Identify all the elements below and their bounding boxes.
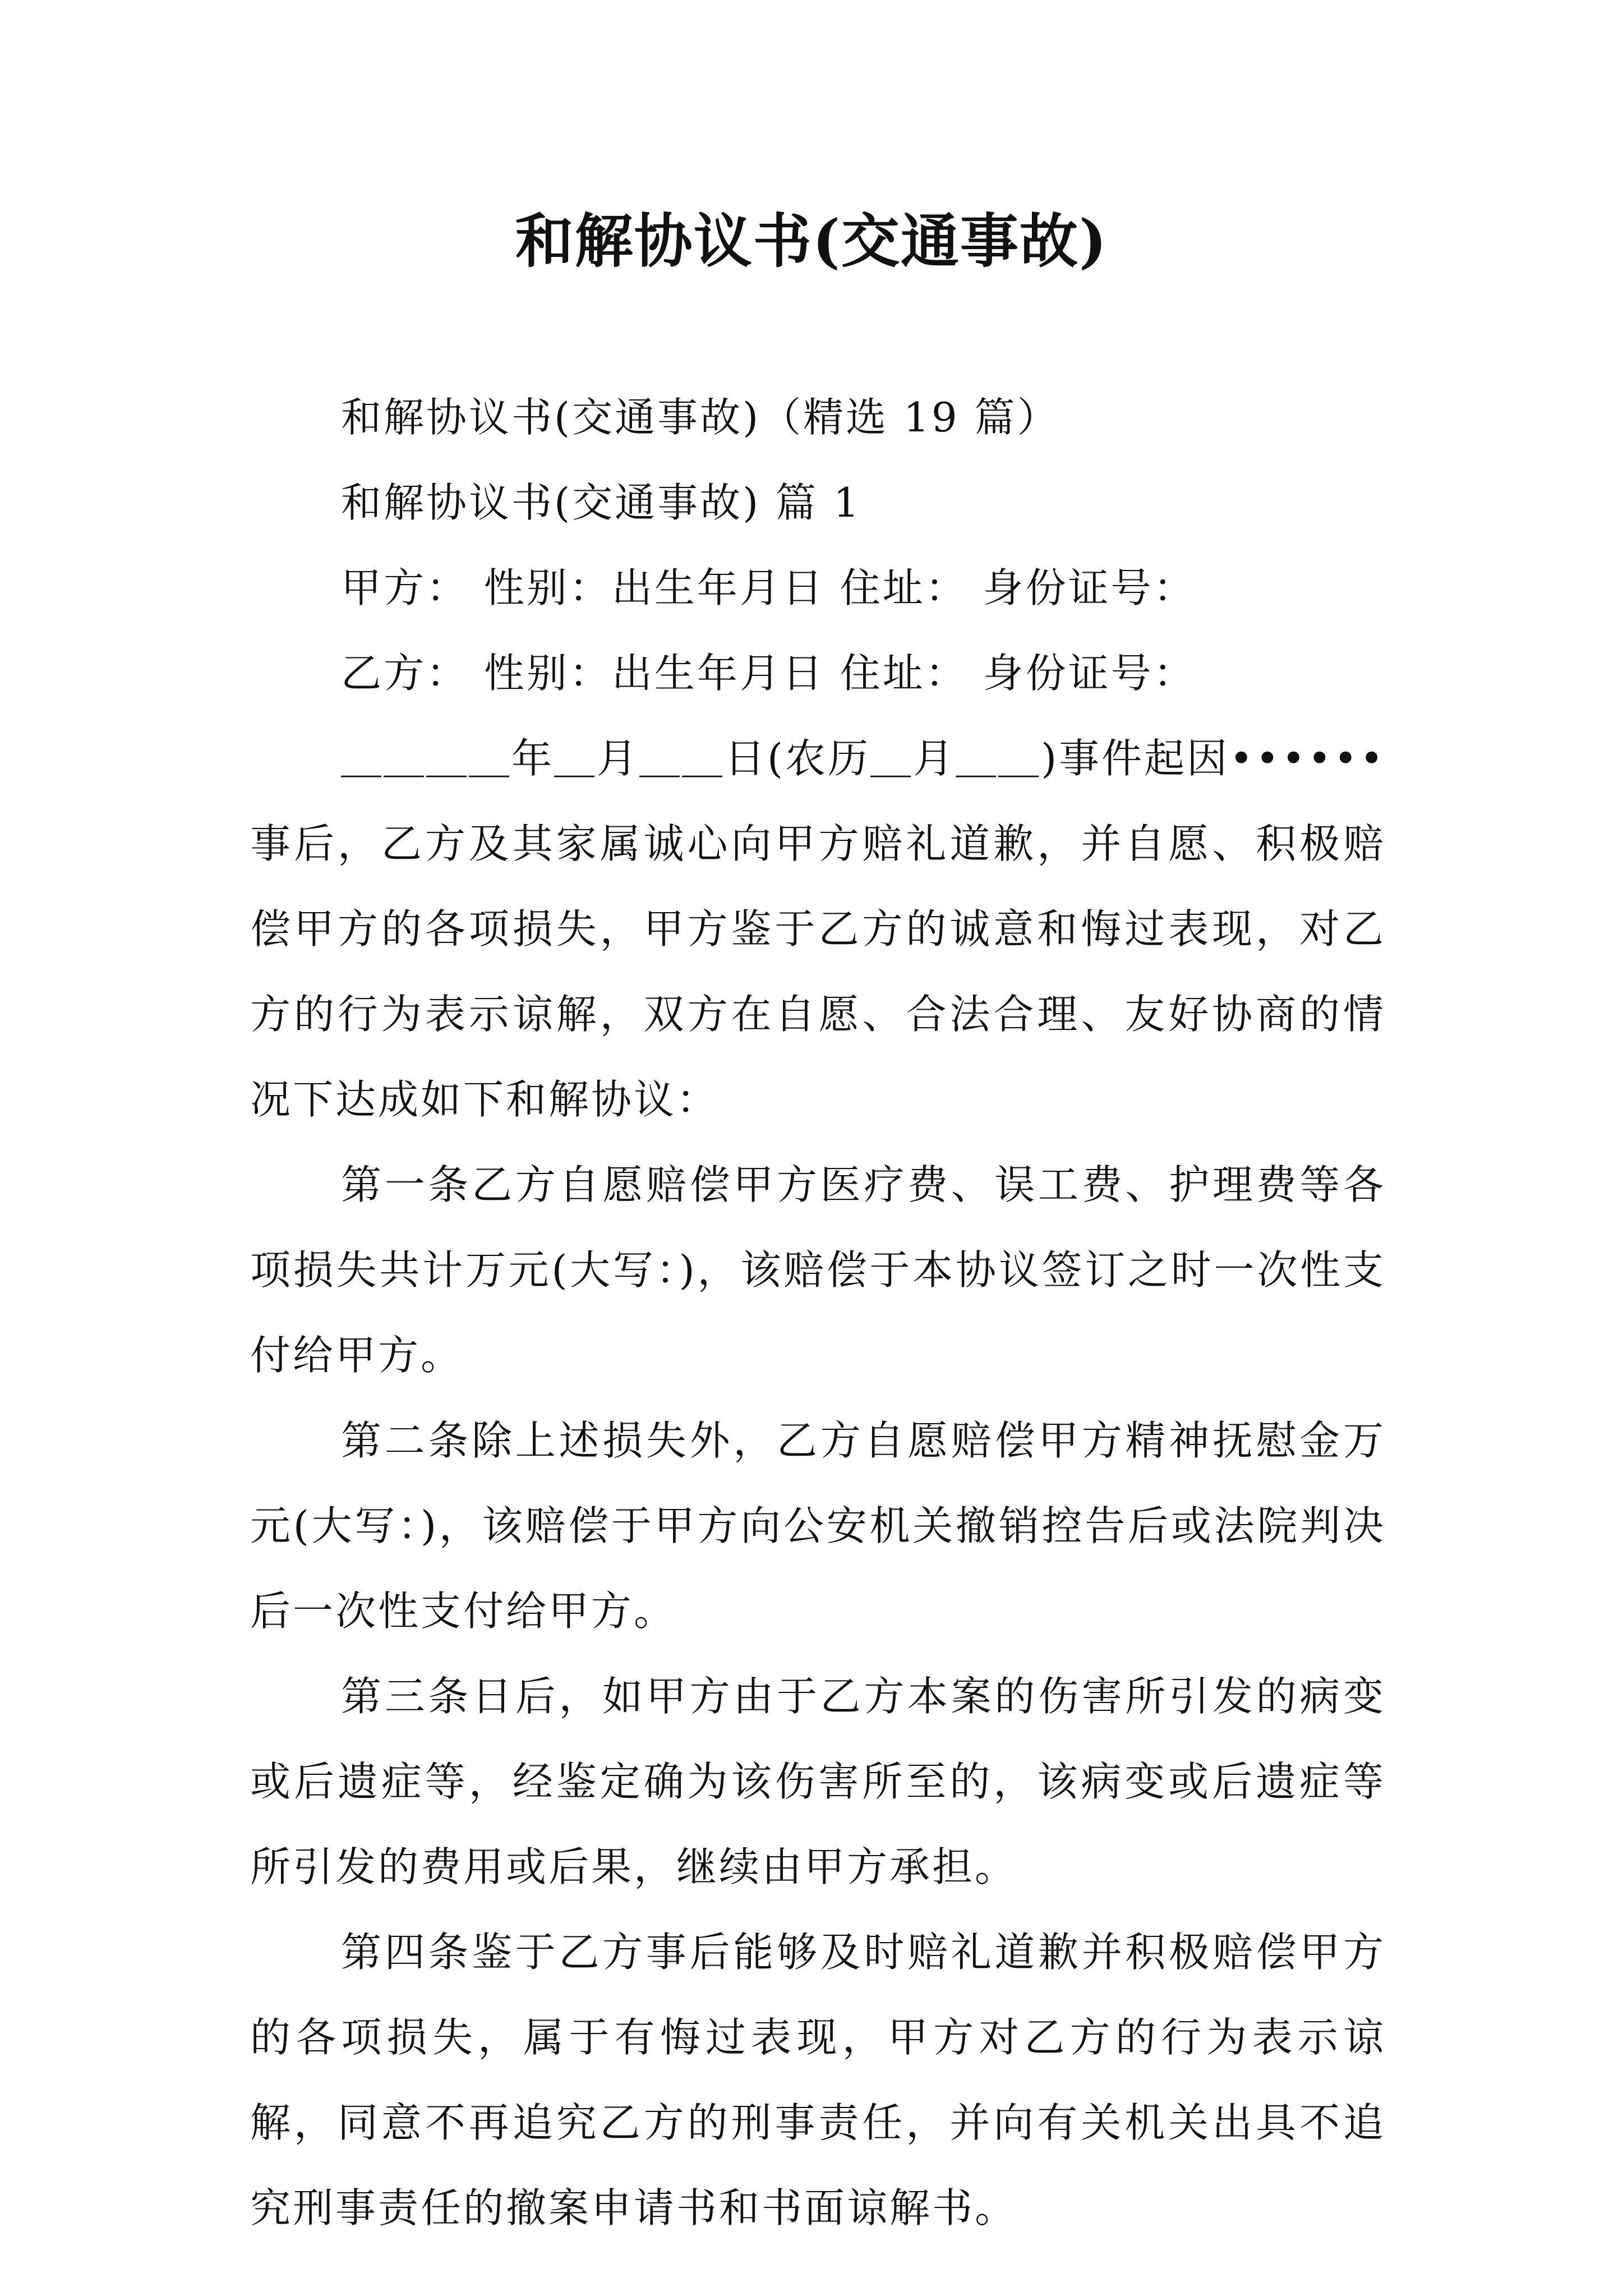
- collection-subtitle: 和解协议书(交通事故)（精选 19 篇）: [341, 394, 1060, 441]
- incident-paragraph: ＿＿＿＿年＿月＿＿日(农历＿月＿＿)事件起因••••••事后，乙方及其家属诚心向甲方赔礼道歉，并自愿、积极赔偿甲方的各项损失，甲方鉴于乙方的诚意和悔过表现，对乙方的行为表示谅解，双方在自愿、合法合理、友好协商的情况下达成如下和解协议：: [250, 735, 1386, 1123]
- document-body: [250, 375, 1386, 2251]
- article-2-paragraph: 第二条除上述损失外，乙方自愿赔偿甲方精神抚慰金万元(大写：)，该赔偿于甲方向公安机关撤销控告后或法院判决后一次性支付给甲方。: [250, 1417, 1386, 1635]
- section-heading: 和解协议书(交通事故) 篇 1: [341, 479, 861, 526]
- article-1-paragraph: 第一条乙方自愿赔偿甲方医疗费、误工费、护理费等各项损失共计万元(大写：)，该赔偿于本协议签订之时一次性支付给甲方。: [250, 1161, 1386, 1379]
- document-title: 和解协议书(交通事故): [515, 206, 1108, 275]
- party-a-info-line: 甲方： 性别：出生年月日 住址： 身份证号：: [341, 564, 1196, 611]
- party-b-info-line: 乙方： 性别：出生年月日 住址： 身份证号：: [341, 650, 1196, 697]
- article-3-paragraph: 第三条日后，如甲方由于乙方本案的伤害所引发的病变或后遗症等，经鉴定确为该伤害所至的，该病变或后遗症等所引发的费用或后果，继续由甲方承担。: [250, 1673, 1386, 1890]
- article-4-paragraph: 第四条鉴于乙方事后能够及时赔礼道歉并积极赔偿甲方的各项损失，属于有悔过表现，甲方对乙方的行为表示谅解，同意不再追究乙方的刑事责任，并向有关机关出具不追究刑事责任的撤案申请书和书面谅解书。: [250, 1929, 1386, 2231]
